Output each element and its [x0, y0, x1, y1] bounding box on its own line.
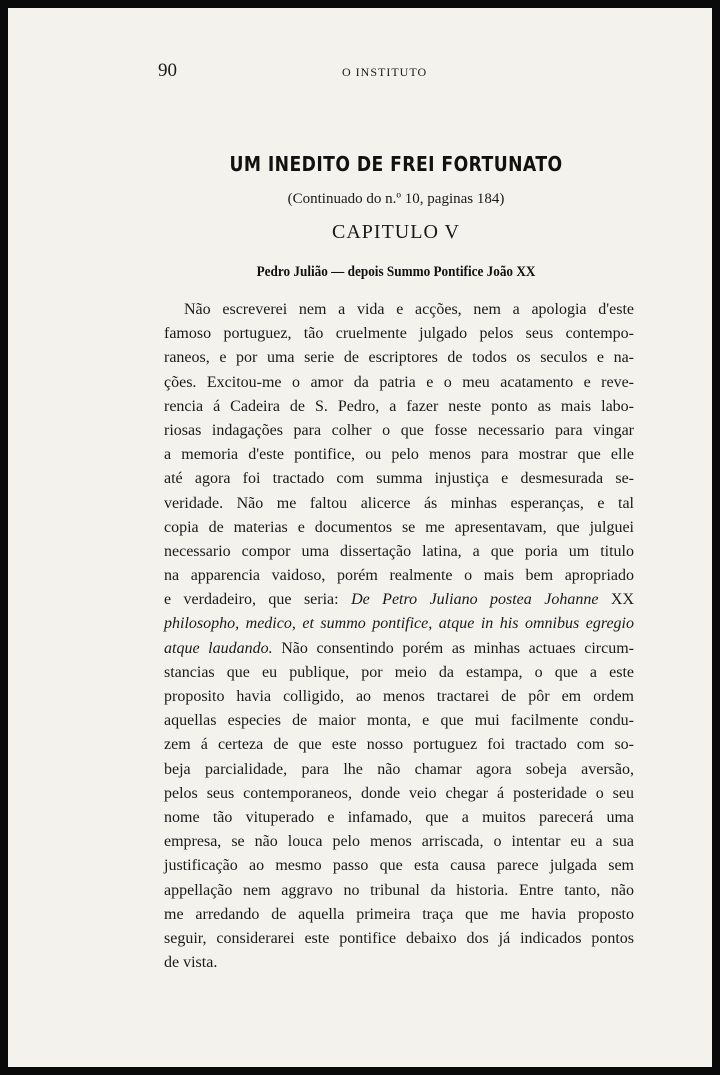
- continued-note: (Continuado do n.º 10, paginas 184): [287, 191, 505, 207]
- text-line: stancias que eu publique, por meio da estampa, o que a este: [164, 663, 634, 681]
- text-line: seguir, considerarei este pontifice debaixo dos já indicados pontos: [164, 929, 634, 947]
- text-line: famoso portuguez, tão cruelmente julgado pelos seus contempo-: [164, 325, 634, 343]
- text-line: proposito havia colligido, ao menos tractarei de pôr em ordem: [164, 688, 634, 705]
- page: [8, 8, 712, 1067]
- page-header: [158, 60, 618, 86]
- latin-title-line: philosopho, medico, et summo pontifice, atque in his omnibus egregio: [164, 615, 634, 633]
- text-line: appellação nem aggravo no tribunal da historia. Entre tanto, não: [164, 881, 634, 899]
- text-line-mixed: [164, 588, 634, 612]
- text-segment: XX: [598, 591, 635, 609]
- chapter-subtitle: Pedro Julião — depois Summo Pontifice João XX: [256, 264, 536, 280]
- page-number: 90: [158, 60, 177, 81]
- text-line: ções. Excitou-me o amor da patria e o meu acatamento e reve-: [164, 373, 634, 391]
- text-line: justificação ao mesmo passo que esta causa parece julgada sem: [164, 857, 634, 875]
- latin-title-segment: atque laudando.: [164, 639, 273, 657]
- text-line: de vista.: [164, 954, 218, 972]
- text-segment: Não consentindo porém as minhas actuaes circum-: [272, 639, 634, 657]
- text-line: veridade. Não me faltou alicerce ás minhas esperanças, e tal: [164, 494, 634, 512]
- text-line: Não escreverei nem a vida e acções, nem a apologia d'este: [184, 301, 634, 318]
- text-line: pelos seus contemporaneos, donde veio chegar á posteridade o seu: [164, 784, 634, 802]
- text-segment: e verdadeiro, que seria:: [164, 591, 352, 609]
- text-line: a memoria d'este pontifice, ou pelo menos para mostrar que elle: [164, 446, 634, 464]
- chapter-heading: CAPITULO V: [332, 221, 460, 243]
- body-text: [164, 298, 634, 975]
- text-line: até agora foi tractado com summa injustiça e desmesurada se-: [164, 470, 634, 488]
- text-line: zem á certeza de que este nosso portuguez foi tractado com so-: [164, 736, 634, 754]
- text-line: me arredando de aquella primeira traça que me havia proposto: [164, 905, 634, 923]
- text-line: riosas indagações para colher o que fosse necessario para vingar: [164, 421, 634, 439]
- text-line: empresa, se não louca pelo menos arriscada, o intentar eu a sua: [164, 833, 634, 851]
- running-head: O INSTITUTO: [342, 65, 428, 79]
- text-line: beja parcialidade, para lhe não chamar agora sobeja aversão,: [164, 760, 634, 778]
- text-line: necessario compor uma dissertação latina, a que poria um titulo: [164, 542, 634, 560]
- latin-title-segment: De Petro Juliano postea Johanne: [351, 591, 599, 609]
- text-line: na apparencia vaidoso, porém realmente o mais bem apropriado: [164, 567, 634, 585]
- text-line: aquellas especies de maior monta, e que mui facilmente condu-: [164, 712, 634, 730]
- text-line-mixed: [164, 637, 634, 661]
- text-line: nome tão vituperado e infamado, que a muitos parecerá uma: [164, 808, 634, 826]
- text-line: copia de materias e documentos se me apresentavam, que julguei: [164, 518, 634, 536]
- text-line: raneos, e por uma serie de escriptores de todos os seculos e na-: [164, 349, 634, 367]
- text-line: rencia á Cadeira de S. Pedro, a fazer neste ponto as mais labo-: [164, 397, 634, 415]
- article-title: UM INEDITO DE FREI FORTUNATO: [229, 152, 563, 176]
